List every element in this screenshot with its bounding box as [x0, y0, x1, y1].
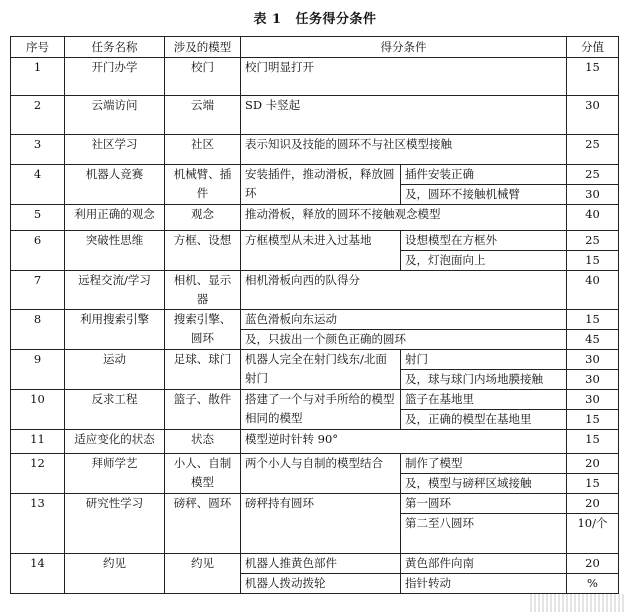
- row-score: 30: [567, 350, 619, 370]
- table-row: [11, 390, 619, 410]
- table-row: [11, 494, 619, 514]
- row-subcondition: 射门: [401, 350, 567, 370]
- row-score: 15: [567, 58, 619, 96]
- row-model: 相机、显示器: [165, 271, 241, 310]
- row-model: 机械臂、插件: [165, 165, 241, 205]
- row-name: 云端访问: [65, 96, 165, 135]
- row-condition: 机器人完全在射门线东/北面射门: [241, 350, 401, 390]
- row-no: 14: [11, 554, 65, 594]
- row-score: 15: [567, 310, 619, 330]
- row-score: 15: [567, 430, 619, 454]
- row-no: 8: [11, 310, 65, 350]
- row-model: 足球、球门: [165, 350, 241, 390]
- row-name: 远程交流/学习: [65, 271, 165, 310]
- row-name: 研究性学习: [65, 494, 165, 554]
- row-model: 观念: [165, 205, 241, 231]
- header-name: 任务名称: [65, 37, 165, 58]
- table-row: [11, 96, 619, 135]
- row-condition: 及，只拔出一个颜色正确的圆环: [241, 330, 567, 350]
- table-row: [11, 231, 619, 251]
- watermark-overlay: [530, 594, 626, 612]
- row-subcondition: 及，正确的模型在基地里: [401, 410, 567, 430]
- row-name: 利用正确的观念: [65, 205, 165, 231]
- row-condition: 机器人推黄色部件: [241, 554, 401, 574]
- row-model: 磅秤、圆环: [165, 494, 241, 554]
- row-name: 社区学习: [65, 135, 165, 165]
- table-row: [11, 430, 619, 454]
- row-name: 约见: [65, 554, 165, 594]
- row-score: 25: [567, 165, 619, 185]
- header-model: 涉及的模型: [165, 37, 241, 58]
- row-no: 13: [11, 494, 65, 554]
- row-model: 篮子、散件: [165, 390, 241, 430]
- row-score: 15: [567, 251, 619, 271]
- row-name: 机器人竞赛: [65, 165, 165, 205]
- row-condition: 模型逆时针转 90°: [241, 430, 567, 454]
- row-no: 2: [11, 96, 65, 135]
- row-score: 45: [567, 330, 619, 350]
- row-condition: 安装插件，推动滑板，释放圆环: [241, 165, 401, 205]
- row-name: 突破性思维: [65, 231, 165, 271]
- row-score: 40: [567, 205, 619, 231]
- row-no: 11: [11, 430, 65, 454]
- table-row: [11, 165, 619, 185]
- row-score: %: [567, 574, 619, 594]
- row-name: 利用搜索引擎: [65, 310, 165, 350]
- row-subcondition: 及，灯泡面向上: [401, 251, 567, 271]
- row-condition: 蓝色滑板向东运动: [241, 310, 567, 330]
- row-no: 7: [11, 271, 65, 310]
- row-name: 拜师学艺: [65, 454, 165, 494]
- row-condition: SD 卡竖起: [241, 96, 567, 135]
- row-score: 20: [567, 454, 619, 474]
- row-no: 5: [11, 205, 65, 231]
- row-subcondition: 篮子在基地里: [401, 390, 567, 410]
- table-row: [11, 310, 619, 330]
- table-row: [11, 554, 619, 574]
- row-condition: 校门明显打开: [241, 58, 567, 96]
- header-score: 分值: [567, 37, 619, 58]
- row-score: 30: [567, 390, 619, 410]
- row-score: 15: [567, 474, 619, 494]
- row-name: 开门办学: [65, 58, 165, 96]
- row-condition: 搭建了一个与对手所给的模型相同的模型: [241, 390, 401, 430]
- row-condition: 方框模型从未进入过基地: [241, 231, 401, 271]
- row-name: 反求工程: [65, 390, 165, 430]
- row-score: 20: [567, 494, 619, 514]
- row-subcondition: 插件安装正确: [401, 165, 567, 185]
- row-model: 社区: [165, 135, 241, 165]
- row-score: 30: [567, 370, 619, 390]
- table-caption: [0, 8, 630, 27]
- header-no: 序号: [11, 37, 65, 58]
- row-no: 1: [11, 58, 65, 96]
- row-subcondition: 第一圆环: [401, 494, 567, 514]
- caption-text: 任务得分条件: [295, 12, 377, 27]
- row-no: 9: [11, 350, 65, 390]
- row-score: 10/个: [567, 514, 619, 554]
- row-score: 20: [567, 554, 619, 574]
- row-score: 30: [567, 96, 619, 135]
- row-no: 10: [11, 390, 65, 430]
- row-model: 校门: [165, 58, 241, 96]
- row-model: 小人、自制模型: [165, 454, 241, 494]
- row-condition: 两个小人与自制的模型结合: [241, 454, 401, 494]
- row-score: 40: [567, 271, 619, 310]
- table-row: [11, 135, 619, 165]
- row-no: 3: [11, 135, 65, 165]
- row-subcondition: 制作了模型: [401, 454, 567, 474]
- row-model: 方框、设想: [165, 231, 241, 271]
- row-condition: 推动滑板，释放的圆环不接触观念模型: [241, 205, 567, 231]
- row-condition: 磅秤持有圆环: [241, 494, 401, 554]
- row-subcondition: 及，球与球门内场地膜接触: [401, 370, 567, 390]
- row-score: 15: [567, 410, 619, 430]
- row-condition: 表示知识及技能的圆环不与社区模型接触: [241, 135, 567, 165]
- table-row: [11, 271, 619, 310]
- row-model: 搜索引擎、圆环: [165, 310, 241, 350]
- row-score: 25: [567, 231, 619, 251]
- row-condition: 相机滑板向西的队得分: [241, 271, 567, 310]
- row-no: 6: [11, 231, 65, 271]
- row-model: 约见: [165, 554, 241, 594]
- row-subcondition: 设想模型在方框外: [401, 231, 567, 251]
- row-subcondition: 指针转动: [401, 574, 567, 594]
- row-model: 状态: [165, 430, 241, 454]
- row-score: 30: [567, 185, 619, 205]
- caption-number: 表 1: [253, 12, 282, 27]
- row-subcondition: 及，圆环不接触机械臂: [401, 185, 567, 205]
- row-name: 适应变化的状态: [65, 430, 165, 454]
- row-subcondition: 黄色部件向南: [401, 554, 567, 574]
- row-score: 25: [567, 135, 619, 165]
- score-table: [10, 36, 619, 594]
- table-row: [11, 58, 619, 96]
- row-subcondition: 及，模型与磅秤区域接触: [401, 474, 567, 494]
- table-row: [11, 205, 619, 231]
- header-condition: 得分条件: [241, 37, 567, 58]
- row-condition: 机器人拨动拨轮: [241, 574, 401, 594]
- row-name: 运动: [65, 350, 165, 390]
- row-no: 12: [11, 454, 65, 494]
- row-subcondition: 第二至八圆环: [401, 514, 567, 554]
- row-model: 云端: [165, 96, 241, 135]
- table-header-row: [11, 37, 619, 58]
- table-row: [11, 350, 619, 370]
- row-no: 4: [11, 165, 65, 205]
- table-row: [11, 454, 619, 474]
